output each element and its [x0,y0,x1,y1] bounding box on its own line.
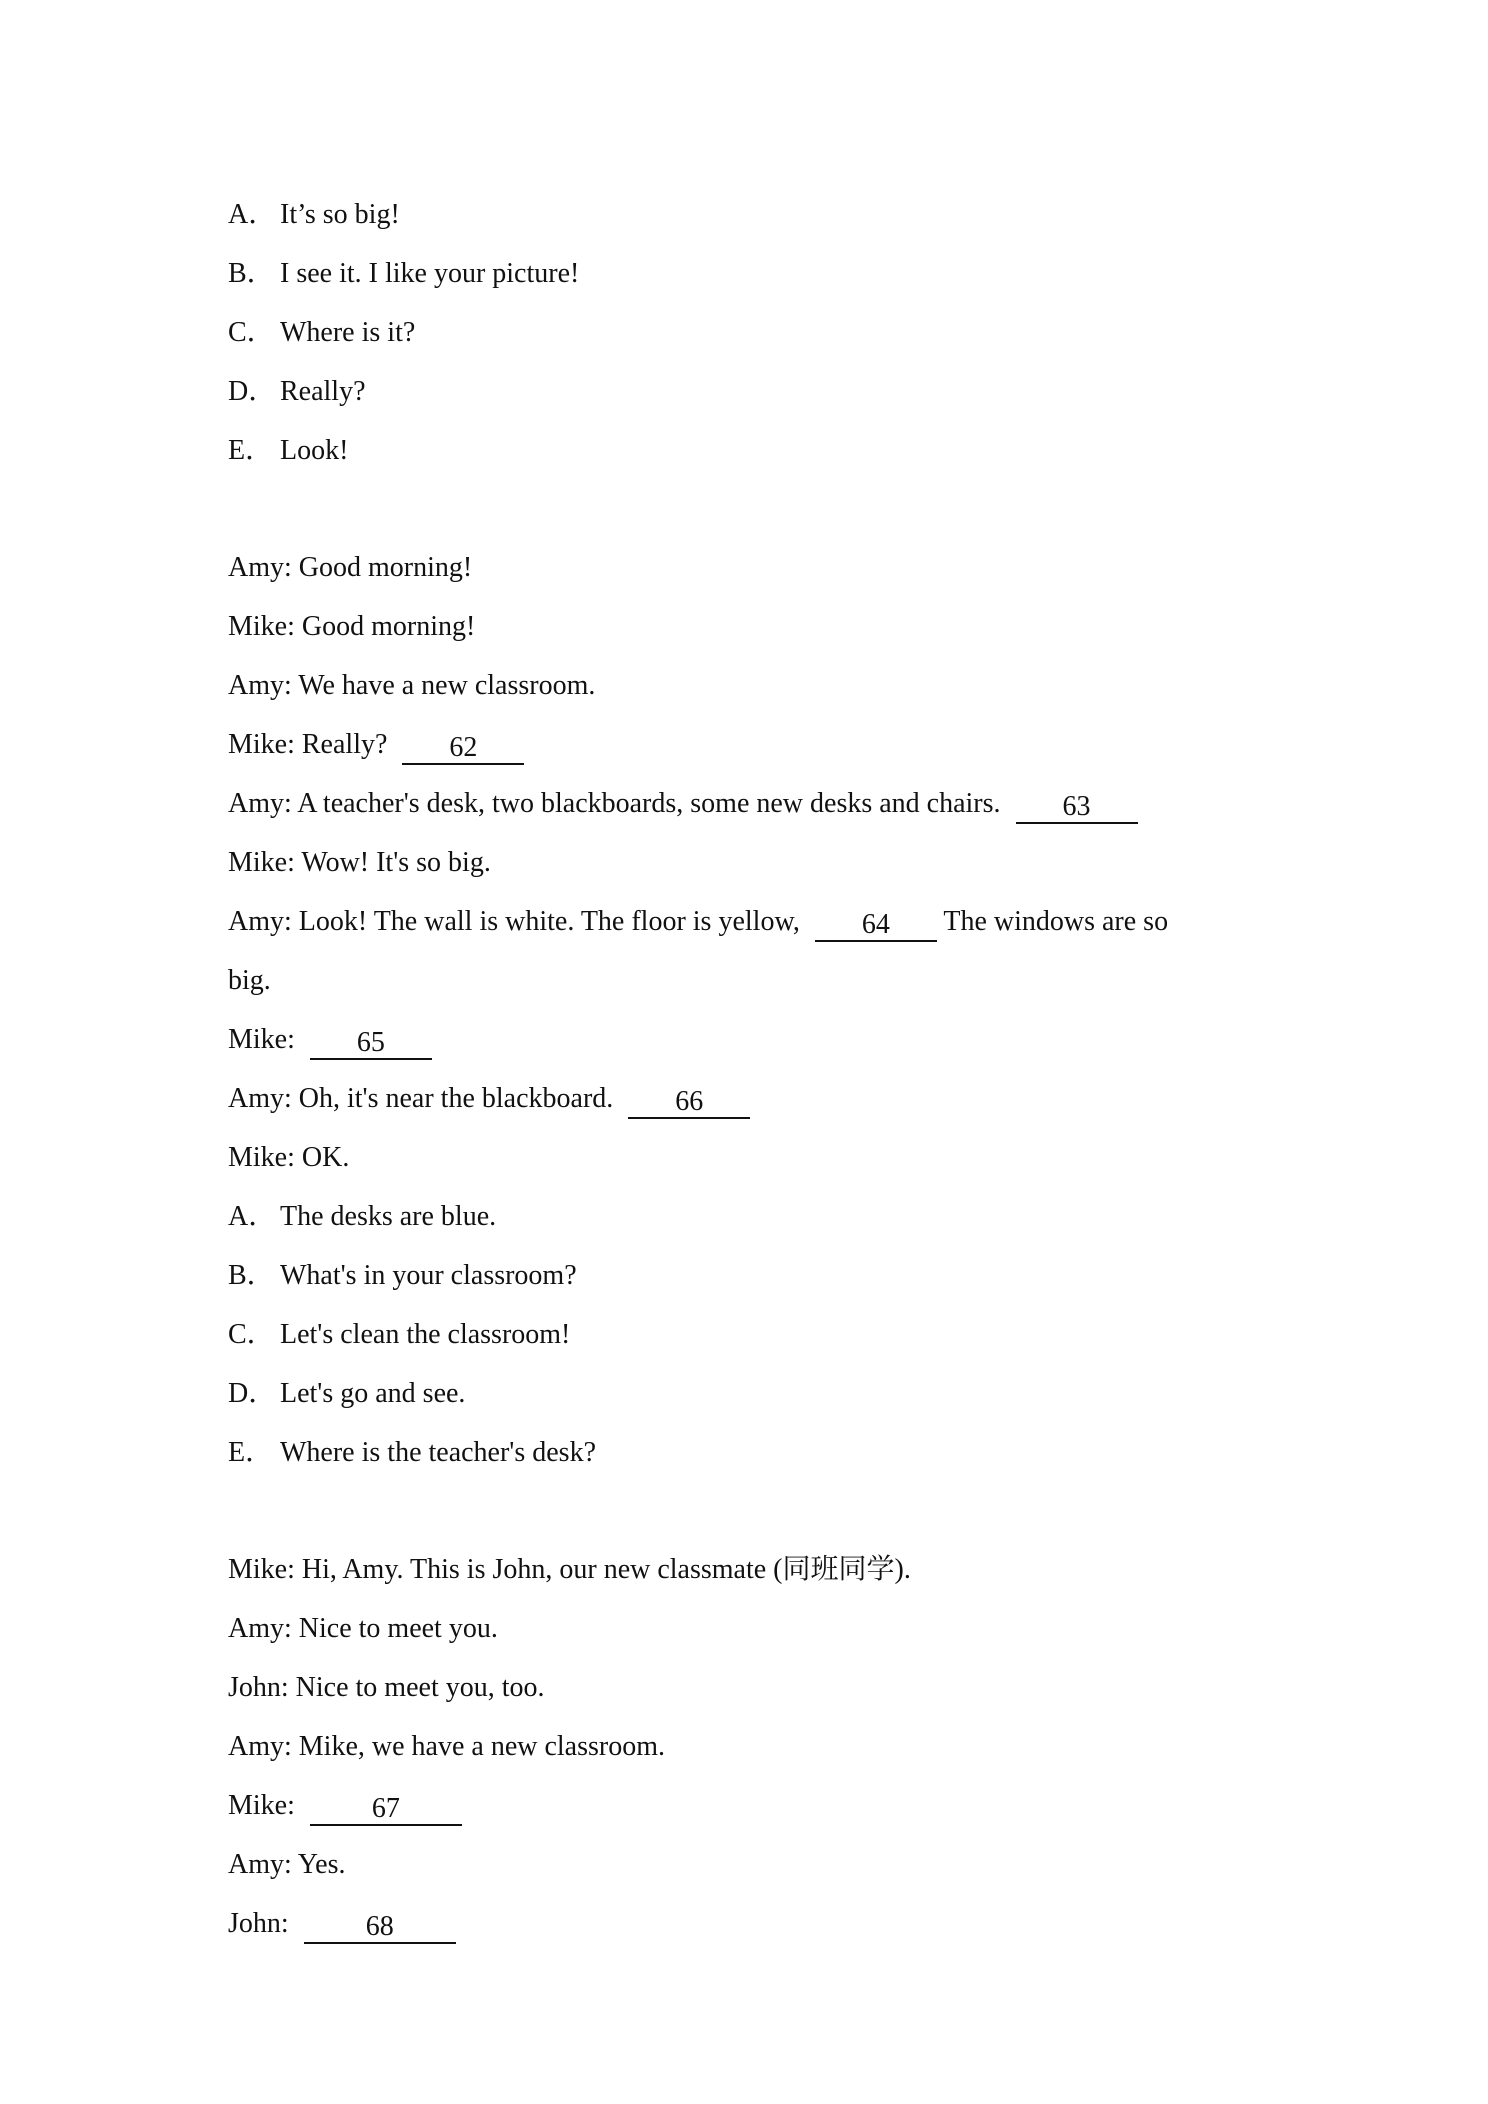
blank-number: 64 [861,909,890,940]
option-letter: B． [228,258,275,289]
option-a [228,185,1288,244]
dialogue-line [228,892,1288,951]
blank-number: 63 [1062,791,1091,822]
option-letter: A． [228,1201,277,1232]
dialogue-line: John: Nice to meet you, too. [228,1672,545,1703]
option-d [228,1364,1288,1423]
option-text: The desks are blue. [280,1201,497,1232]
dialogue-text: Mike: Really? [228,729,388,760]
option-a [228,1187,1288,1246]
option-letter: D． [228,1378,277,1409]
dialogue-text: John: [228,1908,289,1939]
dialogue-line: Amy: Mike, we have a new classroom. [228,1731,665,1762]
blank-number: 66 [675,1086,704,1117]
answer-blank-66[interactable] [628,1087,750,1119]
option-letter: A． [228,199,277,230]
dialogue-line [228,715,1288,774]
option-e [228,1423,1288,1482]
dialogue-line [228,1776,1288,1835]
dialogue-line: Mike: Wow! It's so big. [228,847,491,878]
blank-number: 65 [356,1027,385,1058]
option-text: Let's clean the classroom! [280,1319,571,1350]
dialogue-text: Mike: [228,1790,295,1821]
answer-blank-68[interactable] [304,1912,456,1944]
dialogue-text: Amy: Oh, it's near the blackboard. [228,1083,614,1114]
dialogue-text: Amy: Look! The wall is white. The floor is yellow, [228,906,800,937]
answer-blank-67[interactable] [310,1794,462,1826]
option-c [228,1305,1288,1364]
option-text: Look! [280,435,349,466]
dialogue-text: Amy: A teacher's desk, two blackboards, some new desks and chairs. [228,788,1001,819]
document-content [228,185,1288,1953]
option-text: Where is the teacher's desk? [280,1437,596,1468]
dialogue-line: Amy: We have a new classroom. [228,670,596,701]
option-text: I see it. I like your picture! [280,258,580,289]
option-letter: B． [228,1260,275,1291]
dialogue-line [228,774,1288,833]
dialogue-line [228,1069,1288,1128]
blank-number: 67 [371,1793,400,1824]
option-b [228,1246,1288,1305]
section-gap [228,1482,1288,1540]
option-e [228,421,1288,480]
option-letter: C． [228,1319,275,1350]
option-d [228,362,1288,421]
dialogue-line [228,1010,1288,1069]
option-text: What's in your classroom? [280,1260,577,1291]
dialogue-line: Amy: Yes. [228,1849,346,1880]
answer-blank-62[interactable] [402,733,524,765]
dialogue-line: Mike: Good morning! [228,611,476,642]
answer-blank-63[interactable] [1016,792,1138,824]
option-letter: D． [228,376,277,407]
blank-number: 68 [365,1911,394,1942]
answer-blank-65[interactable] [310,1028,432,1060]
dialogue-text: Mike: [228,1024,295,1055]
dialogue-line [228,1894,1288,1953]
answer-blank-64[interactable] [815,910,937,942]
option-c [228,303,1288,362]
option-text: Really? [280,376,366,407]
option-letter: E． [228,1437,274,1468]
option-text: It’s so big! [280,199,400,230]
dialogue-line: Amy: Nice to meet you. [228,1613,498,1644]
dialogue-text: The windows are so [943,906,1169,937]
option-letter: C． [228,317,275,348]
section-gap [228,480,1288,538]
option-text: Let's go and see. [280,1378,466,1409]
dialogue-line: Mike: OK. [228,1142,350,1173]
dialogue-line: Amy: Good morning! [228,552,473,583]
option-letter: E． [228,435,274,466]
dialogue-line-continued: big. [228,965,271,996]
option-b [228,244,1288,303]
option-text: Where is it? [280,317,416,348]
dialogue-line: Mike: Hi, Amy. This is John, our new classmate (同班同学). [228,1554,911,1585]
blank-number: 62 [449,732,478,763]
